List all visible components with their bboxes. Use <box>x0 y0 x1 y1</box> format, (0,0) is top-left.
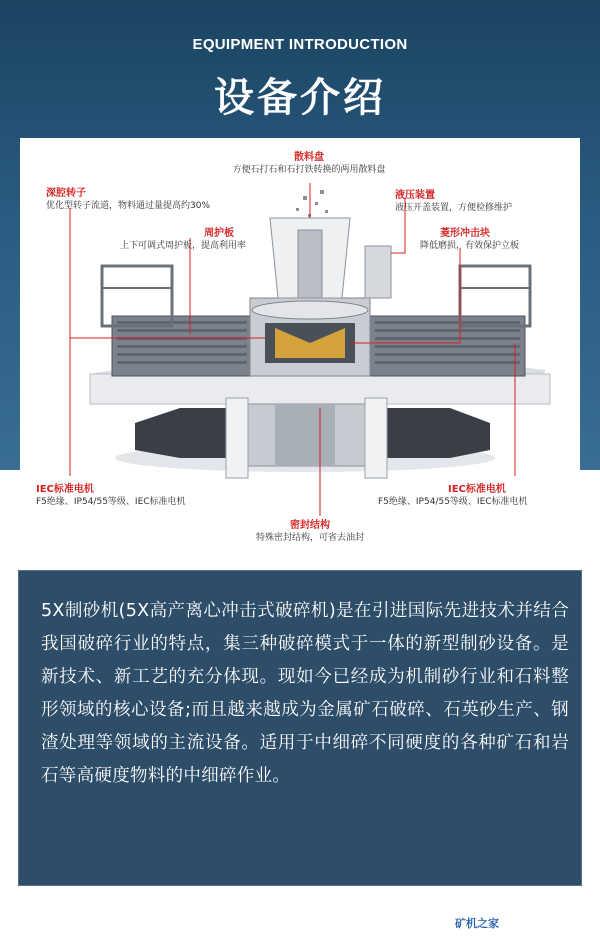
label-seal <box>230 520 390 544</box>
falling-stones <box>296 190 328 217</box>
label-impact-desc: 降低磨损，有效保护立板 <box>420 240 520 251</box>
label-plate <box>120 228 246 252</box>
label-plate-title: 周护板 <box>204 228 234 239</box>
label-hopper-desc: 方便石打石和石打铁转换的两用散料盘 <box>232 164 386 175</box>
section-title-en: EQUIPMENT INTRODUCTION <box>192 36 408 53</box>
label-hydraulic-title: 液压装置 <box>395 190 435 201</box>
left-leg <box>226 398 248 478</box>
label-hopper-title: 散料盘 <box>294 152 324 163</box>
main-beam <box>90 374 550 404</box>
right-leg <box>365 398 387 478</box>
label-hopper <box>224 152 394 176</box>
label-motor-right-desc: F5绝缘、IP54/55等级、IEC标准电机 <box>378 496 528 507</box>
label-seal-desc: 特殊密封结构，可省去油封 <box>255 532 364 543</box>
label-motor-left-desc: F5绝缘、IP54/55等级、IEC标准电机 <box>36 496 186 507</box>
hydraulic-unit <box>365 246 391 298</box>
label-rotor-desc: 优化型转子流道，物料通过量提高约30% <box>46 200 211 211</box>
description-card <box>18 570 582 886</box>
label-rotor-title: 深腔转子 <box>46 188 86 199</box>
label-seal-title: 密封结构 <box>290 520 330 531</box>
label-motor-right <box>378 484 528 508</box>
label-motor-left <box>36 484 186 508</box>
label-impact-title: 菱形冲击块 <box>440 228 490 239</box>
feed-pipe <box>298 230 322 298</box>
label-plate-desc: 上下可调式周护板，提高利用率 <box>120 240 247 251</box>
label-impact <box>420 228 519 252</box>
description-text: 5X制砂机(5X高产离心冲击式破碎机)是在引进国际先进技术并结合我国破碎行业的特点，集三种破碎模式于一体的新型制砂设备。是新技术、新工艺的充分体现。现如今已经成为机制砂行业和石料整形领域的核心设备;而且越来越成为金属矿石破碎、石英砂生产、钢渣处理等领域的主流设备。适用于中细碎不同硬度的各种矿石和岩石等高硬度物料的中细碎作业。 <box>41 601 569 786</box>
section-title-cn: 设备介绍 <box>214 75 386 121</box>
label-motor-left-title: IEC标准电机 <box>36 484 94 495</box>
chamber-top <box>252 301 368 319</box>
center-shaft <box>275 404 335 466</box>
machine-diagram <box>20 138 580 568</box>
label-hydraulic <box>395 190 512 214</box>
label-hydraulic-desc: 液压开盖装置，方便检修维护 <box>395 202 513 213</box>
label-rotor <box>46 188 210 212</box>
label-motor-right-title: IEC标准电机 <box>448 484 506 495</box>
footer-brand: 矿机之家 <box>455 917 499 930</box>
